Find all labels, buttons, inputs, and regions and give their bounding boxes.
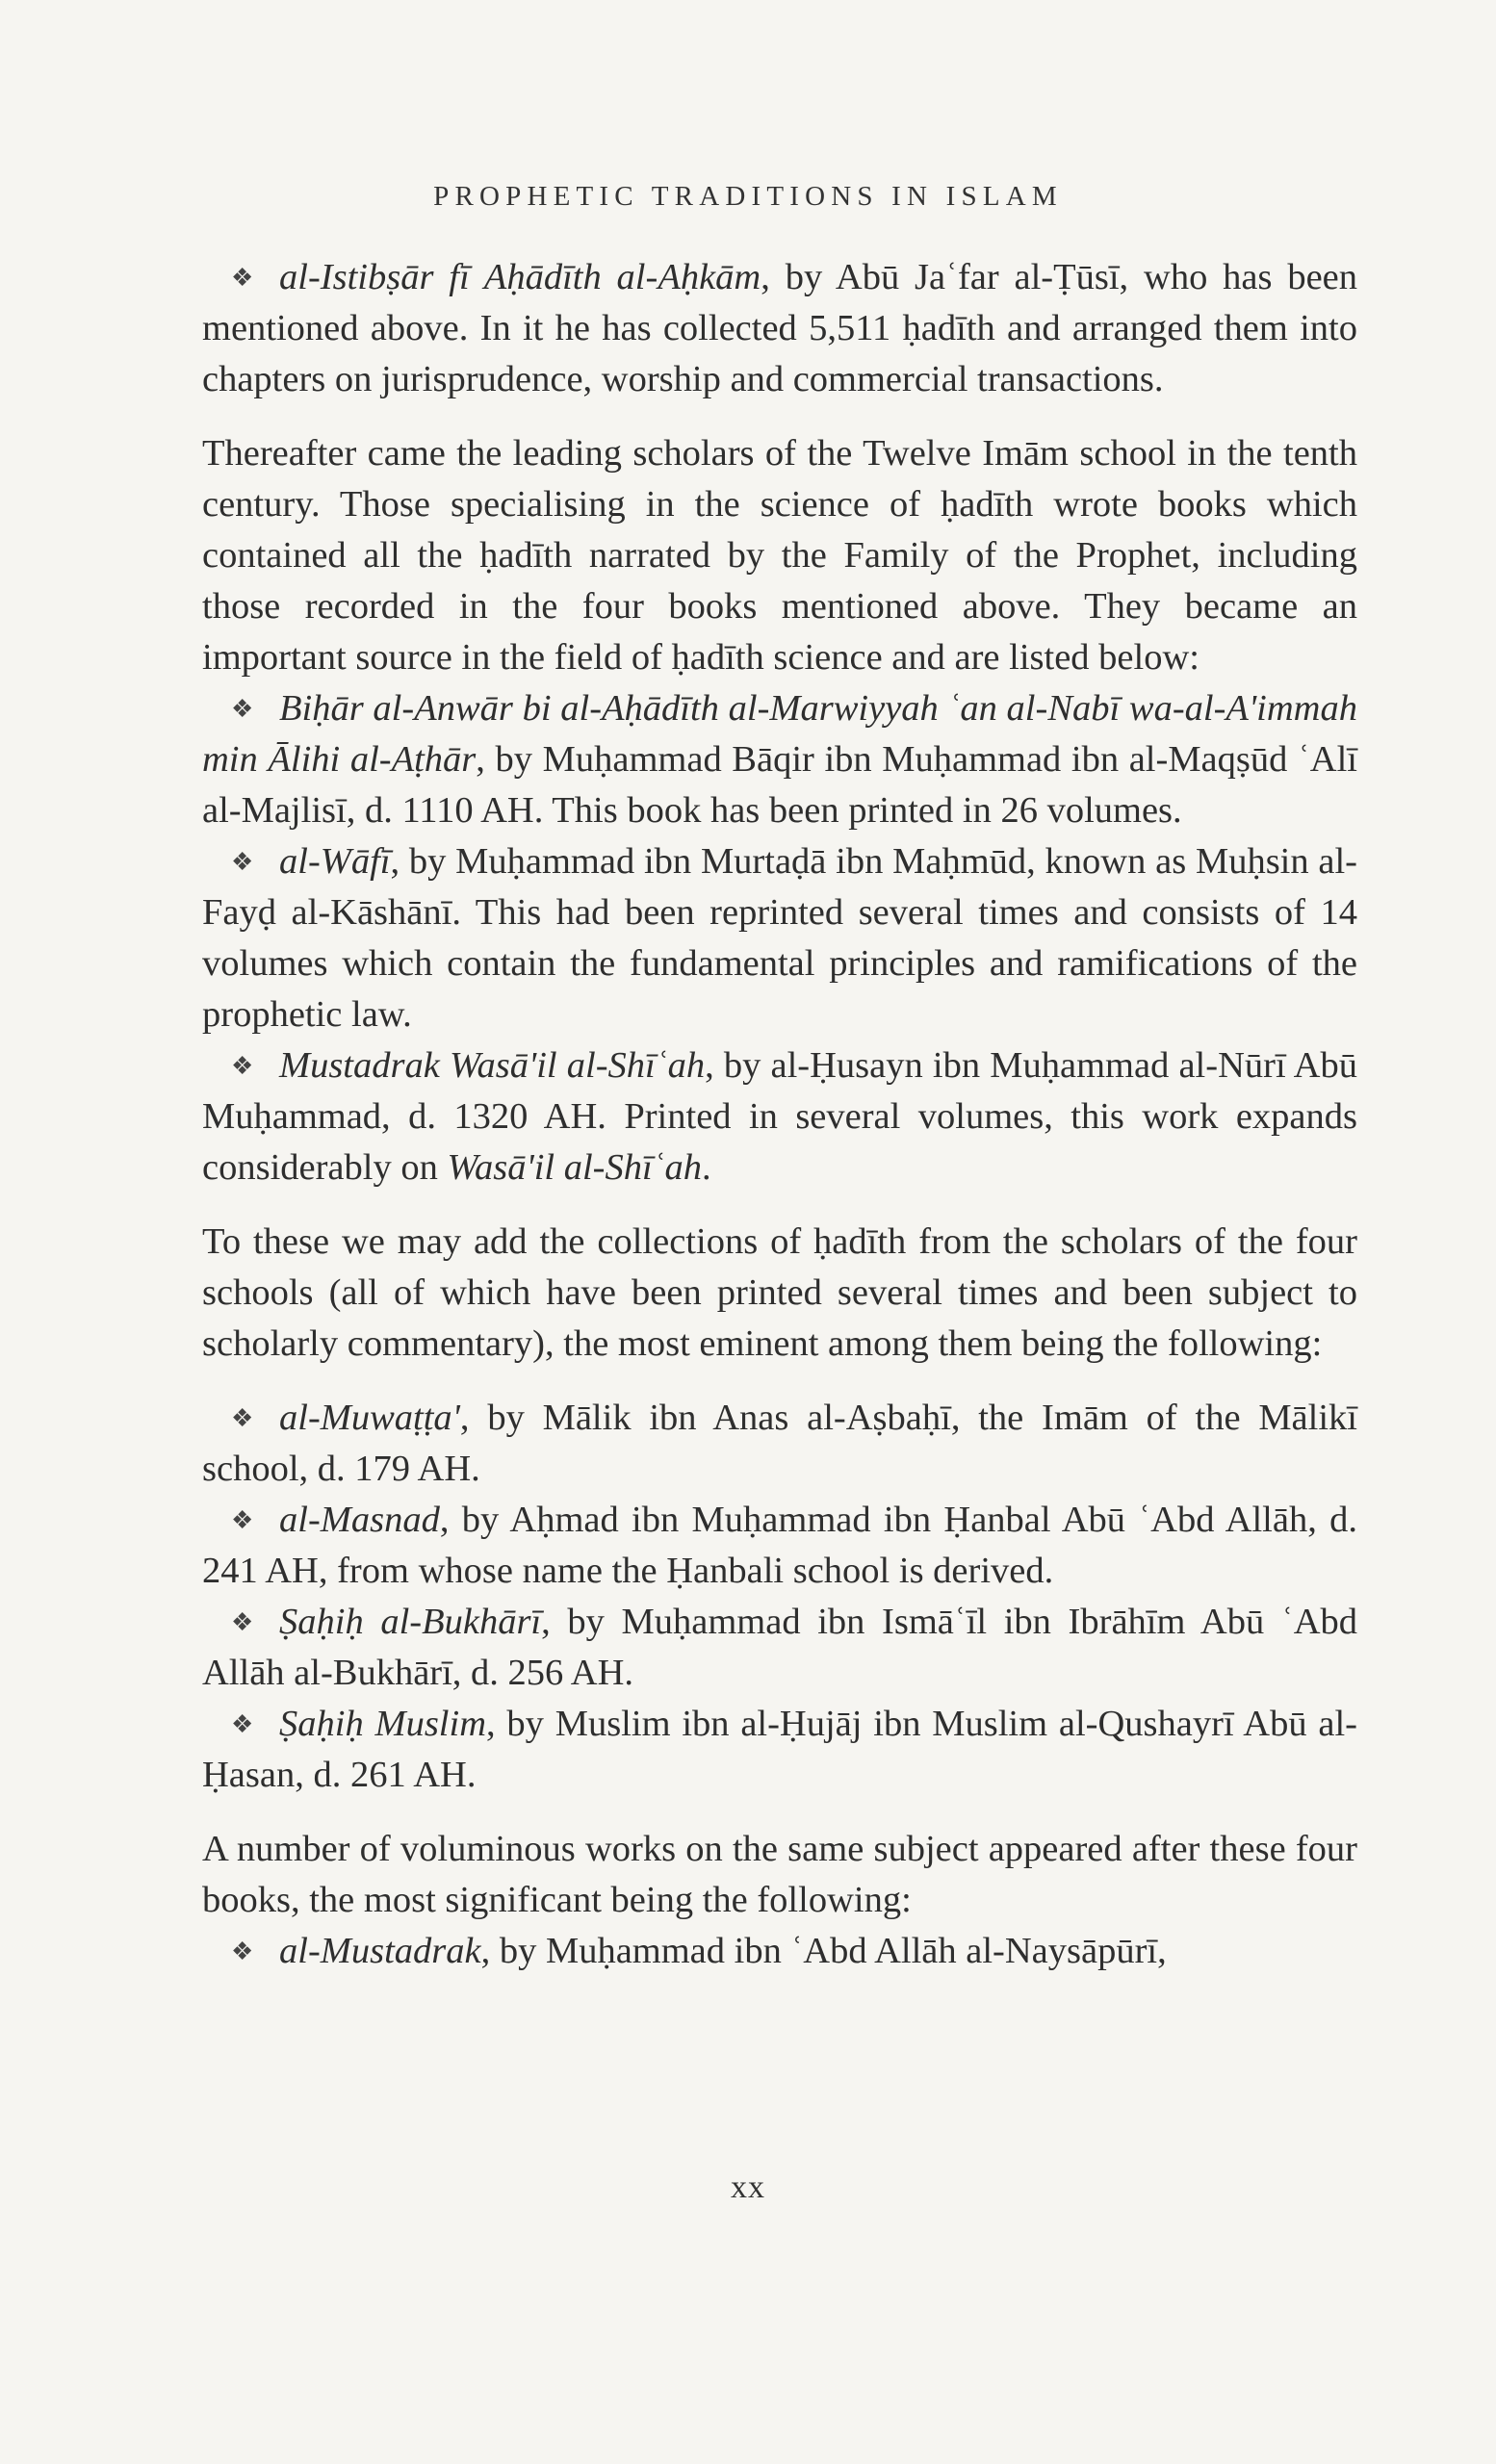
work-title: al-Masnad: [279, 1500, 440, 1540]
work-title: Wasā'il al-Shīʿah: [447, 1147, 703, 1188]
entry-text: , by Muḥammad Bāqir ibn Muḥammad ibn al-Maqṣūd ʿAlī al-Majlisī, d. 1110 AH. This book has been printed in 26 volumes.: [202, 739, 1357, 831]
bibliography-entry: [202, 1495, 1357, 1597]
diamond-bullet-icon: ❖: [231, 1938, 254, 1965]
diamond-bullet-icon: ❖: [231, 695, 254, 723]
entry-text: , by al-Ḥusayn ibn Muḥammad al-Nūrī Abū Muḥammad, d. 1320 AH. Printed in several volumes, this work expands considerably on: [202, 1045, 1357, 1188]
page-number: xx: [731, 2169, 765, 2205]
diamond-bullet-icon: ❖: [231, 1506, 254, 1534]
work-title: Ṣaḥiḥ Muslim: [279, 1704, 486, 1744]
work-title: Ṣaḥiḥ al-Bukhārī: [279, 1602, 542, 1642]
bibliography-entry: [202, 683, 1357, 836]
work-title: al-Muwaṭṭa': [279, 1398, 460, 1438]
entry-text: , by Aḥmad ibn Muḥammad ibn Ḥanbal Abū ʿAbd Allāh, d. 241 AH, from whose name the Ḥanbali school is derived.: [202, 1500, 1357, 1591]
entry-text: , by Muḥammad ibn ʿAbd Allāh al-Naysāpūrī,: [480, 1931, 1167, 1971]
entry-text: , by Muslim ibn al-Ḥujāj ibn Muslim al-Qushayrī Abū al-Ḥasan, d. 261 AH.: [202, 1704, 1357, 1795]
paragraph: To these we may add the collections of ḥadīth from the scholars of the four schools (all of which have been printed several times and been subject to scholarly commentary), the most eminent among them being the following:: [202, 1221, 1357, 1364]
paragraph: A number of voluminous works on the same subject appeared after these four books, the most significant being the following:: [202, 1829, 1357, 1920]
body-text: [202, 252, 1357, 1977]
bibliography-entry: [202, 1040, 1357, 1194]
bibliography-entry: [202, 1699, 1357, 1801]
entry-text: , by Abū Jaʿfar al-Ṭūsī, who has been mentioned above. In it he has collected 5,511 ḥadīth and arranged them into chapters on jurisprudence, worship and commercial transactions.: [202, 257, 1357, 399]
bibliography-entry: [202, 1597, 1357, 1699]
bibliography-entry: [202, 1926, 1357, 1977]
diamond-bullet-icon: ❖: [231, 1052, 254, 1080]
work-title: al-Wāfī: [279, 841, 391, 882]
work-title: al-Istibṣār fī Aḥādīth al-Aḥkām: [279, 257, 761, 297]
diamond-bullet-icon: ❖: [231, 1404, 254, 1432]
entry-text: .: [702, 1147, 711, 1188]
entry-text: , by Mālik ibn Anas al-Aṣbaḥī, the Imām of the Mālikī school, d. 179 AH.: [202, 1398, 1357, 1489]
entry-text: , by Muḥammad ibn Ismāʿīl ibn Ibrāhīm Abū ʿAbd Allāh al-Bukhārī, d. 256 AH.: [202, 1602, 1357, 1693]
bibliography-entry: [202, 836, 1357, 1040]
bibliography-entry: [202, 1393, 1357, 1495]
work-title: Biḥār al-Anwār bi al-Aḥādīth al-Marwiyyah ʿan al-Nabī wa-al-A'immah min Ālihi al-Aṭhār: [202, 688, 1357, 780]
entry-text: , by Muḥammad ibn Murtaḍā ibn Maḥmūd, known as Muḥsin al-Fayḍ al-Kāshānī. This had been reprinted several times and consists of 14 volumes which contain the fundamental principles and ramifications of the prophetic law.: [202, 841, 1357, 1035]
work-title: Mustadrak Wasā'il al-Shīʿah: [279, 1045, 706, 1086]
work-title: al-Mustadrak: [279, 1931, 481, 1971]
diamond-bullet-icon: ❖: [231, 264, 254, 292]
running-head: PROPHETIC TRADITIONS IN ISLAM: [433, 181, 1063, 212]
diamond-bullet-icon: ❖: [231, 848, 254, 876]
diamond-bullet-icon: ❖: [231, 1608, 254, 1636]
diamond-bullet-icon: ❖: [231, 1710, 254, 1738]
bibliography-entry: [202, 252, 1357, 405]
paragraph: Thereafter came the leading scholars of the Twelve Imām school in the tenth century. Those specialising in the science of ḥadīth wrote books which contained all the ḥadīth narrated by the Family of the Prophet, including those recorded in the four books mentioned above. They became an important source in the field of ḥadīth science and are listed below:: [202, 433, 1357, 678]
